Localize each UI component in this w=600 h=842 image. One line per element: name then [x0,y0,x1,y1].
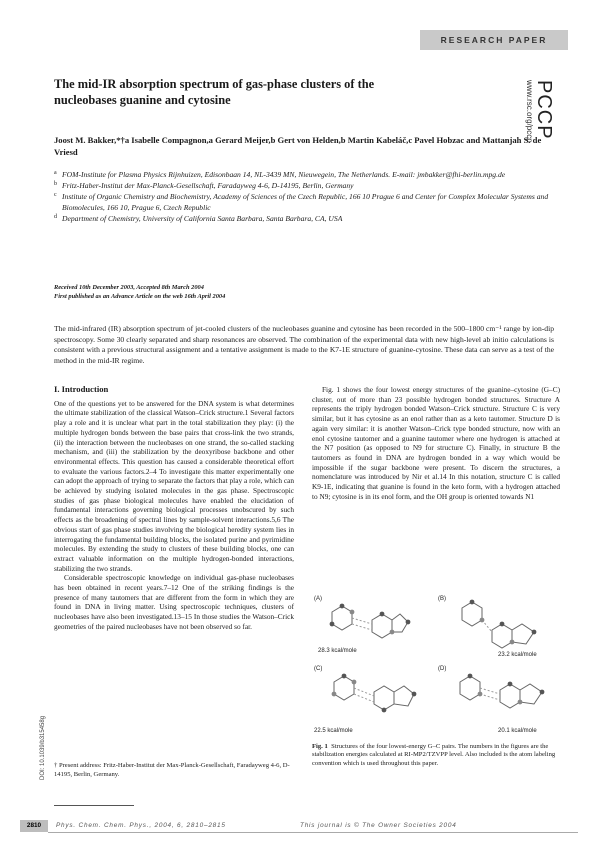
journal-logo: PCCP [533,80,555,140]
page-footer [20,820,580,832]
figure-structures [312,590,560,738]
doi-vertical [40,700,50,780]
paragraph: Considerable spectroscopic knowledge on individual gas-phase nucleobases has been obtained in recent years.7–12 One of the striking findings is the presence of many tautomers that are different from the form in which they are found in DNA in living matter. Using spectroscopic techniques, clusters of nucleobases have also been investigated.13–15 In those studies the Watson–Crick geometries of the paired nucleobases have not been observed so far. [54,573,294,631]
paragraph: Fig. 1 shows the four lowest energy structures of the guanine–cytosine (G–C) cluster, out of more than 23 possible hydrogen bonded structures. Structure A represents the triply hydrogen bonded Watson–Crick structure. Structure C is very similar, but it has cytosine as an enol rather than as a keto tautomer. Structure D is again very similar: it is another Watson–Crick type bonded structure, now with an enol cytosine tautomer and a guanine tautomer where one hydrogen is attached at the N7 position (as opposed to N9 for structure C). Finally, in structure B the tautomers as found in DNA are hydrogen bonded in a way which would be impossible if the sugar backbone were present. To discern the structures, a nomenclature was introduced by Nir et al.14 In this notation, structure C is called K9-1E, indicating that guanine is found in the keto form, with a hydrogen attached to N9; cytosine is in its enol form, and the OH group is oriented towards N1 [312,385,560,501]
journal-url[interactable]: www.rsc.org/pccp [525,80,534,143]
footnote-rule [54,805,134,806]
footnote: † Present address: Fritz-Haber-Institut der Max-Planck-Gesellschaft, Faradayweg 4-6, D-14195, Berlin, Germany. [54,762,290,778]
copyright-line: This journal is © The Owner Societies 2004 [300,822,457,829]
figure-caption-text: Structures of the four lowest-energy G–C pairs. The numbers in the figures are the stabilization energies calculated at RI-MP2/TZVPP level. Also included is the atom labeling convention which is used throughout this paper. [312,743,556,767]
column-left [54,385,294,632]
structure-a [314,596,410,654]
affiliations [54,170,554,225]
structure-c [314,666,416,734]
published-date: First published as an Advance Article on the web 16th April 2004 [54,293,226,300]
figure-caption-label: Fig. 1 [312,743,328,750]
section-label: RESEARCH PAPER [420,30,568,50]
section-heading: I. Introduction [54,384,109,394]
energy-label-d: 20.1 kcal/mole [498,728,537,734]
panel-label-d: (D) [438,666,447,672]
affiliation-item: b Fritz-Haber-Institut der Max-Planck-Gesellschaft, Faradayweg 4-6, D-14195, Berlin, Germany [54,181,354,191]
affiliation-item: c Institute of Organic Chemistry and Biochemistry, Academy of Sciences of the Czech Republic, 166 10 Prague 6 and Center for Complex Molecular Systems and Biomolecules, 166 10, Prague 6, Czech Republic [54,192,549,212]
panel-label-a: (A) [314,596,322,602]
journal-reference: Phys. Chem. Chem. Phys., 2004, 6, 2810–2815 [56,822,226,829]
energy-label-c: 22.5 kcal/mole [314,728,353,734]
column-right [312,385,560,501]
panel-label-c: (C) [314,666,323,672]
author-list: Joost M. Bakker,*†a Isabelle Compagnon,a Gerard Meijer,b Gert von Helden,b Martin Kabeláč,c Pavel Hobzac and Mattanjah S. de Vriesd [54,135,542,157]
doi-text[interactable]: DOI: 10.1039/b315458g [40,715,46,780]
paragraph: One of the questions yet to be answered for the DNA system is what determines the ultimate stabilization of the classical Watson–Crick structure.1 Several factors play a role and it is unclear what part in the total stabilization they play: (i) the multiple hydrogen bonds between the base pairs that cross-link the two strands, (ii) the interaction between the nucleobases on one strand, the so-called stacking mechanism, and (iii) the stabilization by the deoxyribose backbone and other environmental effects. This question has caused a considerable theoretical effort to evaluate the various factors.2–4 To investigate this matter experimentally one can adopt the approach of trying to separate the factors that play a role, which can be achieved by studying isolated molecules in the gas phase. Spectroscopic studies of gas phase biological molecules have enabled the elucidation of fundamental interactions governing biological processes unobscured by such effects as the broadening of spectral lines by sample-solvent interactions.5,6 The obvious start of gas phase studies involving the biological heredity system lies in interrogating the fundamental building blocks, the isolated purine and pyrimidine molecules. By extending the study to clusters of these building blocks, one can extract valuable information on the multiple hydrogen-bonded interactions, stabilizing the two strands. [54,398,294,573]
affiliation-item: d Department of Chemistry, University of California Santa Barbara, Santa Barbara, CA, USA [54,213,343,223]
abstract: The mid-infrared (IR) absorption spectrum of jet-cooled clusters of the nucleobases guanine and cytosine has been recorded in the 500–1800 cm⁻¹ range by ion-dip spectroscopy. Some 30 clearly separated and sharp resonances are observed. The combination of the experimental data with new high-level ab initio calculations is consistent with a previous structural assignment and a tentative assignment is made to the K7-1E structure of guanine-cytosine. These data can serve as a test of the method in the mid-IR regime. [54,324,554,365]
figure-1 [312,590,560,738]
footer-rule [48,832,578,833]
affiliation-item: a FOM-Institute for Plasma Physics Rijnhuizen, Edisonbaan 14, NL-3439 MN, Nieuwegein, The Netherlands. E-mail: jmbakker@fhi-berlin.mpg.de [54,170,506,179]
energy-label-b: 23.2 kcal/mole [498,652,537,658]
figure-caption [312,743,560,768]
article-title: The mid-IR absorption spectrum of gas-phase clusters of the nucleobases guanine and cytosine [54,77,375,107]
article-dates [54,283,474,301]
panel-label-b: (B) [438,596,446,602]
structure-d [438,666,544,734]
energy-label-a: 28.3 kcal/mole [318,648,357,654]
received-date: Received 10th December 2003, Accepted 8th March 2004 [54,284,204,291]
page-number: 2810 [20,820,48,832]
structure-b [438,596,537,658]
